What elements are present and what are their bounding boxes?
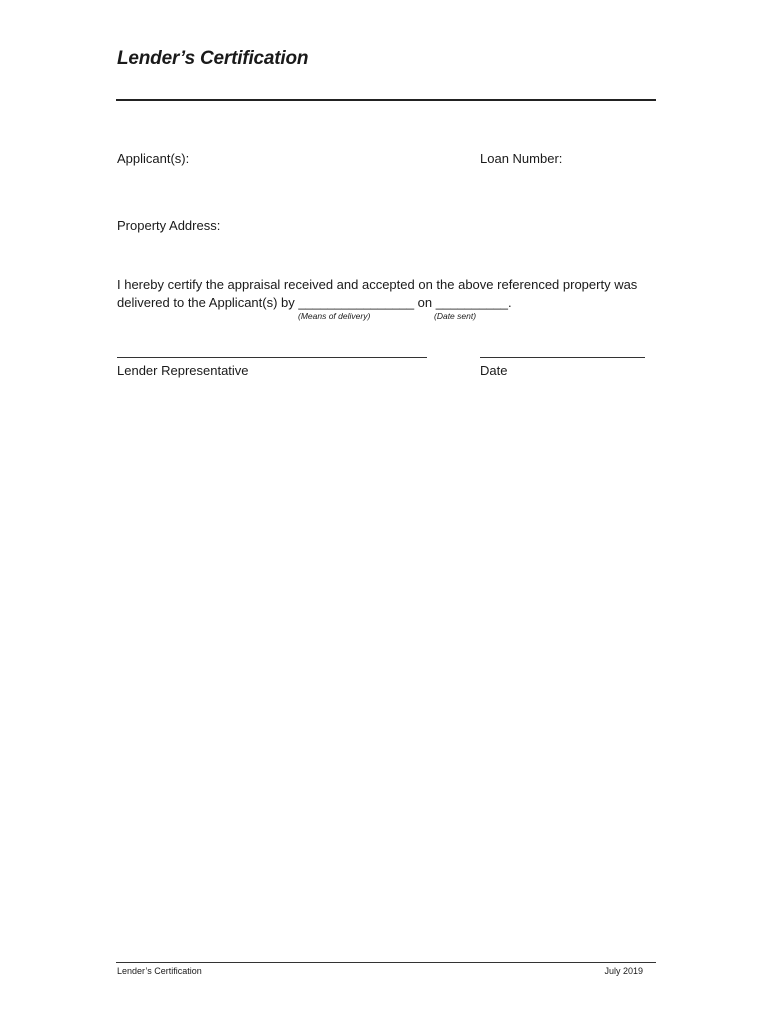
footer-left: Lender’s Certification xyxy=(117,966,202,976)
certification-line-2: delivered to the Applicant(s) by ________________ on __________. xyxy=(117,295,512,310)
property-address-label: Property Address: xyxy=(117,218,221,233)
signature-date-label: Date xyxy=(480,363,508,378)
applicants-label: Applicant(s): xyxy=(117,151,190,166)
date-sent-hint: (Date sent) xyxy=(434,311,477,321)
footer-divider xyxy=(116,962,656,963)
representative-signature-line xyxy=(117,357,427,358)
certification-line-1: I hereby certify the appraisal received and accepted on the above referenced property was xyxy=(117,277,638,292)
footer-right: July 2019 xyxy=(604,966,643,976)
page-title: Lender’s Certification xyxy=(117,48,309,69)
title-divider xyxy=(116,99,656,101)
date-signature-line xyxy=(480,357,645,358)
means-of-delivery-hint: (Means of delivery) xyxy=(298,311,371,321)
lender-representative-label: Lender Representative xyxy=(117,363,249,378)
loan-number-label: Loan Number: xyxy=(480,151,563,166)
certification-paragraph xyxy=(117,276,657,312)
